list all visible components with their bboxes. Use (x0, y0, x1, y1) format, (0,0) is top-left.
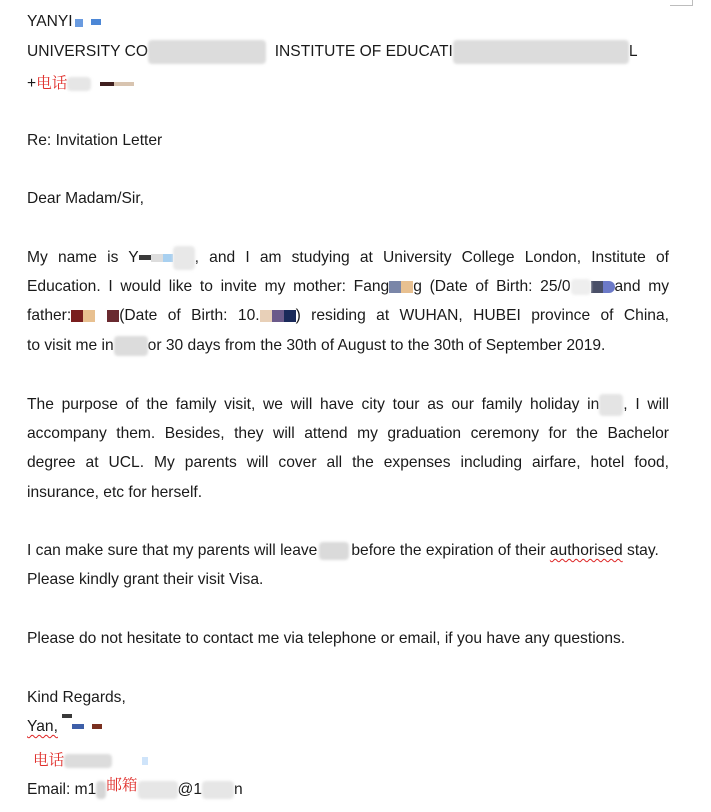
text: to visit me in (27, 337, 114, 354)
redaction-pixel (75, 19, 83, 27)
closing-name: Yan, (27, 718, 58, 735)
text: g (Date of Birth: 25/0 (413, 278, 571, 295)
redacted-block (64, 754, 112, 768)
redacted-block (96, 781, 106, 799)
redaction-pixel (272, 310, 284, 322)
para3-line1 (27, 536, 659, 565)
para2-line4: insurance, etc for herself. (27, 484, 203, 501)
text: , I will (623, 396, 670, 413)
para2-line2: accompany them. Besides, they will attend my graduation ceremony for the Bachelor (27, 425, 669, 442)
sender-name: YANYI (27, 13, 73, 30)
institution-text: INSTITUTE OF EDUCATI (274, 43, 453, 60)
text: or 30 days from the 30th of August to the 30th of September 2019. (147, 337, 606, 354)
redaction-pixel (92, 724, 102, 729)
text: father: (27, 307, 72, 324)
text: , and I am studying at University College London, Institute of (194, 249, 669, 266)
page-corner-mark (670, 0, 693, 6)
email-annotation: 邮箱 (106, 776, 138, 794)
para1-line2 (27, 272, 669, 301)
closing-regards: Kind Regards, (27, 689, 126, 706)
sender-name-line (27, 7, 101, 36)
para1-line3 (27, 301, 669, 330)
para1-line4 (27, 331, 605, 360)
redacted-block (173, 246, 195, 270)
redacted-block (138, 781, 178, 799)
redaction-pixel (603, 281, 615, 293)
email-prefix: Email: m1 (27, 781, 97, 798)
redacted-block (599, 394, 623, 416)
redaction-pixel (91, 19, 101, 25)
phone-line (27, 69, 134, 98)
redaction-pixel (591, 281, 603, 293)
closing-name-line (27, 712, 102, 741)
redaction-pixel (107, 310, 119, 322)
re-line: Re: Invitation Letter (27, 132, 163, 149)
redaction-pixel (389, 281, 401, 293)
redacted-block (114, 336, 148, 356)
redaction-pixel (114, 82, 134, 86)
email-at: @1 (177, 781, 203, 798)
redacted-block (319, 542, 349, 560)
phone-prefix: + (27, 75, 37, 92)
redaction-pixel (142, 757, 148, 765)
redacted-block (202, 781, 234, 799)
redaction-pixel (62, 714, 72, 718)
phone-annotation: 电话 (36, 74, 68, 92)
text: My name is Y (27, 249, 139, 266)
salutation: Dear Madam/Sir, (27, 190, 144, 207)
text: (Date of Birth: 10. (119, 307, 260, 324)
text: before the expiration of their (351, 542, 546, 559)
institution-text-end: L (628, 43, 638, 60)
redaction-pixel (163, 254, 173, 262)
institution-line (27, 37, 638, 66)
para4-line: Please do not hesitate to contact me via telephone or email, if you have any questions. (27, 630, 626, 647)
email-end: n (234, 781, 243, 798)
redacted-block (148, 40, 266, 64)
phone-annotation: 电话 (33, 751, 65, 769)
redaction-pixel (83, 310, 95, 322)
redacted-block (67, 77, 91, 91)
para2-line1 (27, 390, 669, 419)
spellcheck-word: authorised (549, 542, 623, 559)
redaction-pixel (401, 281, 413, 293)
redaction-pixel (95, 310, 107, 322)
email-line (27, 771, 243, 804)
para2-line3: degree at UCL. My parents will cover all the expenses including airfare, hotel food, (27, 454, 669, 471)
para3-line2: Please kindly grant their visit Visa. (27, 571, 264, 588)
redaction-pixel (151, 254, 163, 262)
redacted-block (453, 40, 629, 64)
text: Education. I would like to invite my mother: Fang (27, 278, 390, 295)
redaction-pixel (284, 310, 296, 322)
redaction-pixel (139, 255, 151, 260)
text: The purpose of the family visit, we will have city tour as our family holiday in (27, 396, 600, 413)
text: and my (614, 278, 669, 295)
redacted-block (571, 279, 591, 295)
text: ) residing at WUHAN, HUBEI province of China, (295, 307, 669, 324)
para1-line1 (27, 243, 669, 272)
text: stay. (627, 542, 659, 559)
redaction-pixel (72, 724, 84, 729)
text: I can make sure that my parents will leave (27, 542, 318, 559)
institution-text: UNIVERSITY CO (27, 43, 149, 60)
redaction-pixel (100, 82, 114, 86)
redaction-pixel (260, 310, 272, 322)
redaction-pixel (71, 310, 83, 322)
